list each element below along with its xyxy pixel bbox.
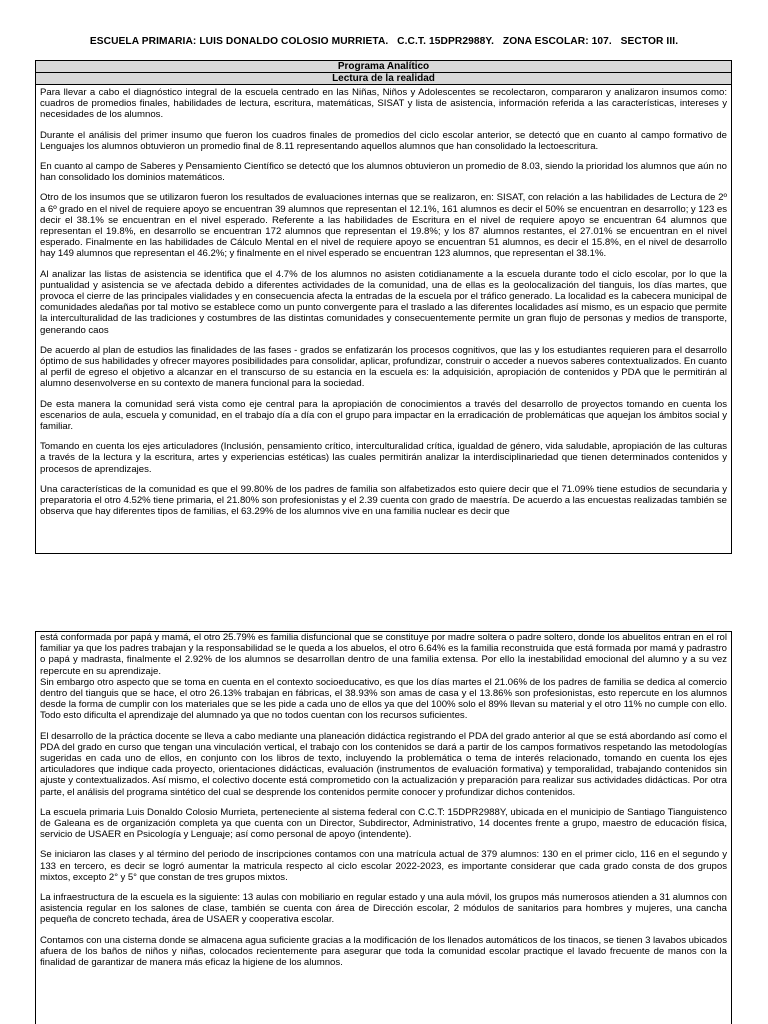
paragraph: Sin embargo otro aspecto que se toma en cuenta en el contexto socioeducativo, es que los días martes el 21.06% de los padres de familia se dedica al comercio dentro del tianguis que se hace, el otro 26.13% trabajan en fábricas, el 38.93% son amas de casa y el 13.86% son profesionistas, esto repercute en los alumnos desde la forma de cumplir con los materiales que se les pide a cada uno de ellos ya que del 100% solo el 89% llevan su material y el otro 11% no cumple con ello. Todo esto dificulta el aprendizaje del alumnado ya que no todos cuentan con los recursos suficientes. (40, 676, 727, 722)
paragraph: La escuela primaria Luis Donaldo Colosio Murrieta, perteneciente al sistema federal con C.C.T: 15DPR2988Y, ubicada en el municipio de Santiago Tianguistenco de Galeana es de organización completa ya que cuenta con un Director, Subdirector, Administrativo, 14 docentes frente a grupo, maestro de educación física, servicio de USAER en Psicología y Lenguaje; así como personal de apoyo (intendente). (40, 806, 727, 841)
paragraph: Se iniciaron las clases y al término del periodo de inscripciones contamos con una matrícula actual de 379 alumnos: 130 en el primer ciclo, 116 en el segundo y 133 en tercero, es decir se logró aumentar la matricula respecto al ciclo escolar 2022-2023, es importante considerar que cada grado consta de dos grupos mixtos, excepto 2° y 5° que constan de tres grupos mixtos. (40, 849, 727, 883)
paragraph: De esta manera la comunidad será vista como eje central para la apropiación de conocimientos a través del desarrollo de proyectos tomando en cuenta los escenarios de aula, escuela y comunidad, en el trabajo día a día con el grupo para impactar en la erradicación de problemáticas que aquejan los ámbitos social y familiar. (40, 398, 727, 433)
document-header: ESCUELA PRIMARIA: LUIS DONALDO COLOSIO MURRIETA. C.C.T. 15DPR2988Y. ZONA ESCOLAR: 107. SECTOR III. (89, 36, 679, 47)
page-2-content (36, 632, 731, 968)
page-1-frame (35, 60, 732, 554)
page-2-frame (35, 631, 732, 1024)
paragraph: Al analizar las listas de asistencia se identifica que el 4.7% de los alumnos no asisten cotidianamente a la escuela durante todo el ciclo escolar, por lo que la puntualidad y asistencia se ve afectada debido a diferentes actividades de la comunidad, una de ellas es la geolocalización del tianguis, los días martes, que provoca el cierre de las principales vialidades y en consecuencia afecta la entradas de la escuela por el tráfico generado. La localidad es la cabecera municipal de comunidades aledañas por tal motivo se establece como un punto convergente para el traslado a las diferentes localidades así mismo, es un espacio que permite la interculturalidad de las tradiciones y costumbres de las distintas comunidades y consecuentemente permite un gran flujo de personas y medios de transporte, generando caos (40, 268, 727, 336)
section-title: Programa Analítico (36, 61, 731, 73)
paragraph: El desarrollo de la práctica docente se lleva a cabo mediante una planeación didáctica registrando el PDA del grado anterior al que se está abordando así como el PDA del grado en curso que tengan una vinculación vertical, el trabajo con los contenidos se dará a partir de los campos formativos respetando las metodologías sugeridas en cada uno de ellos, en conjunto con los libros de texto, incluyendo la problemática o tema de interés relacionado, tomando en cuenta los ejes articuladores que indique cada proyecto, orientaciones didácticas, evaluación (instrumentos de evaluación formativa) y temporalidad, trabajando contenidos sin ajuste y contextualizados. Así mismo, el colectivo docente está comprometido con la actualización y preparación para realizar sus actividades didácticas. Por otra parte, el análisis del programa sintético del cual se desprende los contenidos permite conocer y profundizar dichos contenidos. (40, 730, 727, 798)
section-subtitle: Lectura de la realidad (36, 73, 731, 85)
paragraph: Contamos con una cisterna donde se almacena agua suficiente gracias a la modificación de los llenados automáticos de los tinacos, se tienen 3 lavabos ubicados afuera de los baños de niños y niñas, colocados recientemente para asegurar que toda la comunidad escolar practique el lavado frecuente de manos con la finalidad de garantizar de manera más eficaz la higiene de los alumnos. (40, 934, 727, 969)
paragraph: La infraestructura de la escuela es la siguiente: 13 aulas con mobiliario en regular estado y una aula móvil, los grupos más numerosos atienden a 31 alumnos con asistencia regular en los salones de clase, también se cuenta con área de Dirección escolar, 2 módulos de sanitarios para hombres y mujeres, una cancha pequeña de concreto techada, área de USAER y cooperativa escolar. (40, 892, 727, 926)
paragraph: Tomando en cuenta los ejes articuladores (Inclusión, pensamiento crítico, interculturalidad crítica, igualdad de género, vida saludable, apropiación de las culturas a través de la lectura y la escritura, artes y experiencias estéticas) las cuales permitirán analizar la interdisciplinariedad que tienen determinados contenidos y procesos de aprendizajes. (40, 441, 727, 475)
paragraph: está conformada por papá y mamá, el otro 25.79% es familia disfuncional que se constituye por madre soltera o padre soltero, donde los abuelitos entran en el rol familiar ya que los padres trabajan y la responsabilidad se le queda a los abuelos, el otro 6.64% es la familia reconstruida que está formada por mamá y padrastro o papá y madrasta, finalmente el 2.92% de los alumnos se desarrollan dentro de una familia extensa. Por ello la inestabilidad emocional del alumno y a su vez repercute en su aprendizaje. (40, 632, 727, 677)
paragraph: Una características de la comunidad es que el 99.80% de los padres de familia son alfabetizados esto quiere decir que el 71.09% tiene estudios de secundaria y preparatoria el otro 4.52% tiene primaria, el 21.80% son profesionistas y el 2.39 cuenta con grado de maestría. De acuerdo a las encuestas realizadas también se observa que hay diferentes tipos de familias, el 63.29% de los alumnos vive en una familia nuclear es decir que (40, 483, 727, 518)
paragraph: En cuanto al campo de Saberes y Pensamiento Científico se detectó que los alumnos obtuvieron un promedio de 8.03, siendo la prioridad los alumnos que aún no han consolidado los dominios matemáticos. (40, 161, 727, 184)
paragraph: Otro de los insumos que se utilizaron fueron los resultados de evaluaciones internas que se realizaron, en: SISAT, con relación a las habilidades de Lectura de 2º a 6º grado en el nivel de requiere apoyo se encuentran 39 alumnos que representan el 12.1%, 161 alumnos es decir el 50% se encuentran en desarrollo; y 123 es decir el 38.1% se encuentran en el nivel esperado. Referente a las habilidades de Escritura en el nivel de requiere apoyo se encuentran 64 alumnos que representan el 19.8%, en desarrollo se encuentran 172 alumnos que representan el 19.8%; y los 87 alumnos restantes, el 27.01% se encuentran en el nivel esperado. Finalmente en las habilidades de Cálculo Mental en el nivel de requiere apoyo se encuentran 51 alumnos, es decir el 15.8%, en el nivel de desarrollo hay 149 alumnos que representan el 46.2%; y finalmente en el nivel esperado se encuentran 123 alumnos, que representan el 38.1%. (40, 192, 727, 260)
paragraph: Para llevar a cabo el diagnóstico integral de la escuela centrado en las Niñas, Niños y Adolescentes se recolectaron, compararon y analizaron insumos como: cuadros de promedios finales, habilidades de lectura, escritura, matemáticas, SISAT y lista de asistencia, información referida a las características, intereses y necesidades de los alumnos. (40, 87, 727, 121)
paragraph: Durante el análisis del primer insumo que fueron los cuadros finales de promedios del ciclo escolar anterior, se detectó que en cuanto al campo formativo de Lenguajes los alumnos obtuvieron un promedio final de 8.11 representando aquellos alumnos que han consolidado la lectoescritura. (40, 129, 727, 152)
page-1-content (36, 85, 731, 518)
paragraph: De acuerdo al plan de estudios las finalidades de las fases - grados se enfatizarán los procesos cognitivos, que las y los estudiantes requieren para el desarrollo óptimo de sus habilidades y ofrecer mayores posibilidades para consolidar, aplicar, profundizar, construir o acceder a nuevos saberes contextualizados. En cuanto al perfil de egreso el objetivo a alcanzar en el transcurso de su estancia en la escuela es: la adquisición, apropiación de contenidos y PDA que le permitirán al alumno desenvolverse en su contexto de manera funcional para la sociedad. (40, 344, 727, 390)
